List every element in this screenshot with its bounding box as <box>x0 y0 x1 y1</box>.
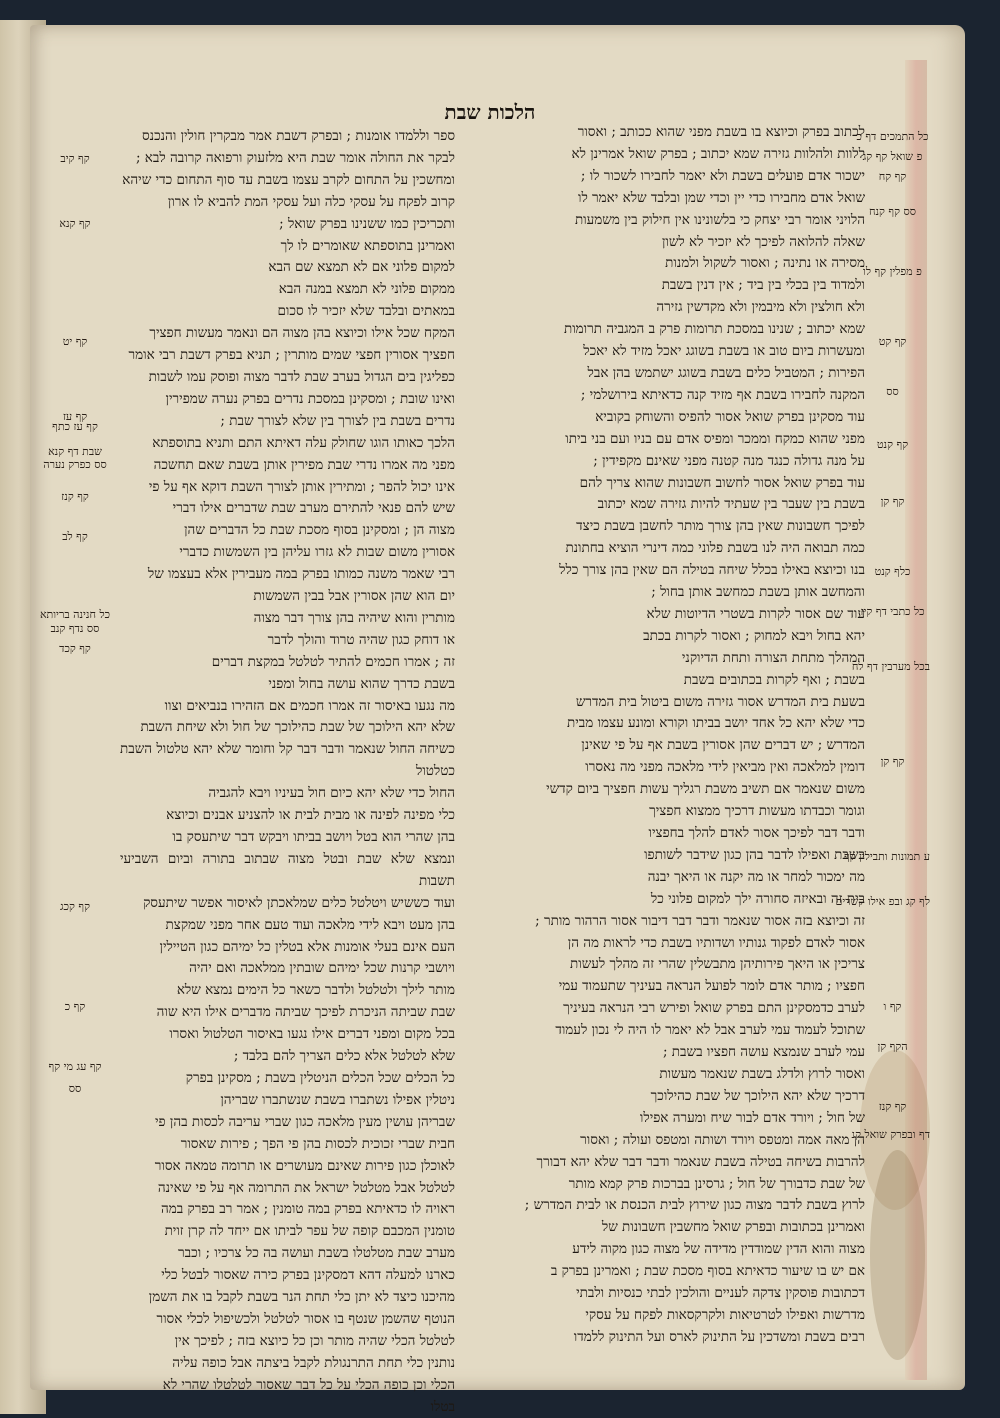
margin-reference: דף ובפרק שואל קנ <box>851 1128 930 1141</box>
text-line: בשעת בית המדרש אסור גזירה משום ביטול בית המדרש <box>575 693 865 710</box>
text-line: זה ; אמרו חכמים להתיר לטלטל במקצת דברים <box>211 653 455 670</box>
main-text-right-column <box>465 122 865 1349</box>
text-line: המקח שכל אילו וכיוצא בהן מצוה הם ונאמר מעשות חפציך <box>149 325 455 342</box>
text-line: המקנה לחבירו בשבת אף מזיד קנה כדאיתא בירושלמי ; <box>580 386 865 403</box>
text-line: ומעשרות ביום טוב או בשבת בשוגג יאכל מזיד לא יאכל <box>583 343 865 360</box>
text-line: דרכיך שלא יהא הילוכך של שבת כהילוכך <box>650 1087 865 1104</box>
text-line: שבת שביתה הניכרת לפיכך שביתה מדברים אילו היא שוה <box>156 1004 455 1021</box>
text-line: מסירה או נתינה ; ואסור לשקול ולמנות <box>665 255 865 272</box>
text-line: שואל אדם מחבירו כדי יין וכדי שמן ובלבד שלא יאמר לו <box>577 189 865 206</box>
margin-reference: קף עג מי קף <box>48 1060 102 1073</box>
margin-reference: פ שואל קף קג <box>862 150 923 163</box>
text-line: במאתים ובלבד שלא יזכיר לו סכום <box>277 303 455 320</box>
text-line: ללוות ולהלוות גזירה שמא יכתוב ; בפרק שואל אמרינן לא <box>571 145 865 162</box>
text-line: ודבר דבר לפיכך אסור לאדם להלך בחפציו <box>648 825 865 841</box>
text-line: לרוץ בשבת לדבר מצוה כגון שירוץ לבית הכנסת או לבית המדרש ; <box>524 1197 865 1214</box>
text-line: שלא לטלטל אלא כלים הצריך להם בלבד ; <box>233 1048 455 1065</box>
text-line: הלכך כאותו הוגו שחולק עלה דאיתא התם ותניא בתוספתא <box>152 434 455 451</box>
margin-reference: קף קנז <box>878 1100 907 1113</box>
text-line: מותר לילך ולטלטל ולדבר כשאר כל הימים נמצא שלא <box>176 982 455 999</box>
margin-reference: כל חנינה בריותא <box>39 608 111 621</box>
margin-reference: קף עז <box>62 410 88 423</box>
text-line: או דוחק כגון שהיה טרוד והולך לדבר <box>267 631 455 648</box>
text-line: כארנו למעלה דהא דמסקינן בפרק כירה שאסור לבטל כלי <box>161 1267 455 1284</box>
text-line: להרבות בשיחה בטילה בשבת שנאמר ודבר דבר שלא יהא דבורך <box>536 1153 865 1170</box>
text-line: כלי מפינה לפינה או מבית לבית או להצניע אבנים וכיוצא <box>166 807 455 824</box>
text-line: וגומר וכבדתו מעשות דרכיך ממצוא חפציך <box>649 803 865 820</box>
text-line: כל הכלים שכל הכלים הניטלין בשבת ; מסקינן בפרק <box>185 1069 455 1086</box>
text-line: המהלך מתחת הצורה ותחת הדיוקני <box>681 649 865 666</box>
text-line: מהיכנו כיצד לא יתן כלי תחת הנר בשבת לקבל בו את השמן <box>148 1289 455 1306</box>
text-line: של חול ; ויורד אדם לבור שיח ומערה אפילו <box>639 1109 865 1126</box>
text-line: דכתובות פוסקין צדקה לעניים והולכין לבתי כנסיות ולבתי <box>576 1285 865 1302</box>
text-line: ואסור לרוץ ולדלג בשבת שנאמר מעשות <box>659 1065 865 1082</box>
left-margin-references <box>30 0 120 1414</box>
margin-reference: שבת דף קנא <box>48 445 102 458</box>
text-line: משום שנאמר אם תשיב משבת רגליך עשות חפציך ביום קדשי <box>546 781 865 798</box>
text-line: הכלי וכן כופה הכלי על כל דבר שאסור לטלטלו שהרי לא <box>162 1376 455 1393</box>
text-line: לטלטל אבל מטלטל ישראל את התרומה אף על פי שאינה <box>157 1179 455 1196</box>
text-line: לפיכך חשבונות שאין בהן צורך מותר לחשבן בשבת כיצד <box>576 518 865 535</box>
text-line: יהא בחול ויבא למחוק ; ואסור לקרות בכתב <box>643 627 865 644</box>
text-line: בטלו <box>430 1398 455 1415</box>
margin-reference: קף קכד <box>59 642 91 655</box>
text-line: טומנין המכבם קופה של עפר לביתו אם ייחד לה קרן זוית <box>164 1223 455 1240</box>
text-line: ואינו שובת ; ומסקינן במסכת נדרים בפרק נערה שמפירין <box>165 390 455 407</box>
text-line: עוד שם אסור לקרות בשטרי הדיוטות שלא <box>646 605 865 622</box>
main-text-left-column <box>120 126 455 1418</box>
text-line: עוד מסקינן בפרק שואל אסור להפיס והשוחק בקוביא <box>595 408 865 425</box>
margin-reference: סס נדף קנב <box>50 622 100 635</box>
text-line: חפציך אסורין חפצי שמים מותרין ; תניא בפרק דשבת רבי אומר <box>128 347 455 364</box>
text-line: בהן שהרי הוא בטל ויושב בביתו ויבקש דבר שיתעסק בו <box>172 829 455 845</box>
margin-reference: קף ו <box>883 1000 902 1013</box>
text-line: כפליגין בים הגדול בערב שבת לדבר מצוה ופוסק עמו לשבות <box>148 368 455 385</box>
text-line: מערב שבת מטלטלו בשבת ועושה בה כל צרכיו ; וכבר <box>178 1245 455 1262</box>
margin-reference: קף קח <box>878 170 907 183</box>
text-line: שאלה להלואה לפיכך לא יזכיר לא לשון <box>661 233 865 250</box>
text-line: שמא יכתוב ; שנינו במסכת תרומות פרק ב המגביה תרומות <box>563 321 865 338</box>
text-line: מפני מה אמרו נדרי שבת מפירין אותן בשבת שאם תחשכה <box>153 456 455 473</box>
margin-reference: קף יט <box>62 335 88 348</box>
text-line: ומחשכין על התחום לקרב עצמו בשבת עד סוף התחום כדי שיהא <box>122 171 455 188</box>
text-line: העם אינם בעלי אומנות אלא בטלין כל ימיהם כגון הטיילין <box>159 938 455 955</box>
text-line: מפני שהוא כמקח וממכר ומפיס אדם עם בניו ועם בני ביתו <box>565 430 865 447</box>
text-line: ישכור אדם פועלים בשבת ולא יאמר לחבירו לשכור לו ; <box>580 167 865 184</box>
text-line: נדרים בשבת בין לצורך בין שלא לצורך שבת ; <box>220 412 455 429</box>
margin-reference: קף קן <box>880 755 905 768</box>
text-line: ואמרינן בכתובות ובפרק שואל מחשבין חשבונות של <box>601 1219 865 1236</box>
text-line: מדרשות ואפילו לטרטיאות ולקרקסאות לפקח על עסקי <box>585 1306 865 1323</box>
text-line: בית זה ובאיזה סחורה ילך למקום פלוני כל <box>650 890 865 907</box>
text-line: קרוב לפקח על עסקי כלה ועל עסקי המת להביא לו ארון <box>167 193 455 210</box>
text-line: שתוכל לעמוד עמי לערב אבל לא יאמר לו היה לי נכון לעמוד <box>555 1022 865 1039</box>
text-line: מותרין והוא שיהיה בהן צורך דבר מצוה <box>253 609 455 626</box>
margin-reference: קף לב <box>62 530 88 543</box>
margin-reference: סס <box>68 1082 82 1095</box>
text-line: ויושבי קרנות שכל ימיהם שובתין ממלאכה ואם יהיה <box>189 960 455 977</box>
text-line: כמה תבואה היה לנו בשבת פלוני כמה דינרי הוציא בחתונת <box>565 540 865 557</box>
text-line: כדי שלא יהא כל אחד יושב בביתו וקורא ומונע עצמו מבית <box>567 715 865 732</box>
text-line: ספר וללמדו אומנות ; ובפרק דשבת אמר מבקרין חולין והנכנס <box>142 128 455 144</box>
margin-reference: קף קט <box>878 335 907 348</box>
text-line: והמחשב אותן בשבת כמחשב אותן בחול ; <box>651 584 865 601</box>
text-line: מצוה והוא הדין שמודדין מדידה של מצוה כגון מקוה לידע <box>572 1241 865 1258</box>
text-line: לבקר את החולה אומר שבת היא מלזעוק ורפואה קרובה לבא ; <box>135 149 455 166</box>
margin-reference: הקף קן <box>877 1040 908 1053</box>
margin-reference: קף קן <box>880 495 905 508</box>
margin-reference: כל התמכים דף כ <box>856 130 929 143</box>
margin-reference: כל כתבי דף קיז <box>860 605 925 618</box>
text-line: אסורין משום שבות לא גזרו עליהן בין השמשות כדברי <box>179 544 455 561</box>
margin-reference: לף קג ובפ אילו קשרים <box>835 895 930 908</box>
text-line: דומין למלאכה ואין מביאין לידי מלאכה מפני מה נאסרו <box>585 759 865 776</box>
margin-reference: קף קנז <box>61 490 89 503</box>
text-line: מה ימכור למחר או מה יקנה או היאך יבנה <box>647 868 865 885</box>
text-line: על מנה גדולה כנגד מנה קטנה מפני שאינם מקפידין ; <box>593 452 865 469</box>
text-line: בנו וכיוצא באילו בכלל שיחה בטילה הם שאין בהן צורך כלל <box>559 562 865 579</box>
text-line: בשבת ואפילו לדבר בהן כגון שידבר לשותפו <box>644 846 865 863</box>
text-line: הפירות ; המטביל כלים בשבת בשוגג ישתמש בהן אבל <box>587 364 865 381</box>
margin-reference: בכל מערבין דף לח <box>851 660 930 673</box>
text-line: בשבת בין שעבר בין שעתיד להיות גזירה שמא יכתוב <box>597 496 865 513</box>
text-line: מצוה הן ; ומסקינן בסוף מסכת שבת כל הדברים שהן <box>184 522 455 539</box>
margin-reference: קף עז כתף <box>52 420 98 433</box>
text-line: כשיחה החול שנאמר ודבר דבר קל וחומר שלא יהא טלטול השבת כטלטול <box>120 741 455 780</box>
text-line: חבית שברי זכוכית לכסות בהן פי הפך ; פירות שאסור <box>180 1135 455 1152</box>
text-line: למקום פלוני אם לא תמצא שם הבא <box>268 259 455 276</box>
text-line: ועוד כששיש ויטלטל כלים שמלאכתן לאיסור אפשר שיתעסק <box>143 894 455 911</box>
margin-reference: קף כ <box>64 1000 86 1013</box>
text-line: עמי לערב שנמצא עושה חפציו בשבת ; <box>662 1044 865 1061</box>
text-line: הן מאה אמה ומטפס ויורד ושותה ומטפס ועולה ; ואסור <box>580 1131 865 1148</box>
text-line: עוד בפרק שואל אסור לחשוב חשבונות שהוא צריך להם <box>579 474 865 491</box>
text-line: אסור לאדם לפקוד גנותיו ושדותיו בשבת כדי לראות מה הן <box>567 934 865 951</box>
text-line: ונמצא שלא שבת ובטל מצוה שבתוב בתורה וביום השביעי תשבות <box>120 850 455 889</box>
text-line: הנוטף שהשמן שנטף בו אסור לטלטל ולכשיפול לכלי אסור <box>156 1310 455 1327</box>
margin-reference: פ מפלין קף לו <box>863 265 922 278</box>
text-line: ואמרינן בתוספתא שאומרים לו לך <box>280 237 455 254</box>
text-line: לכתוב בפרק וכיוצא בו בשבת מפני שהוא ככותב ; ואסור <box>577 124 865 140</box>
page-header: הלכות שבת <box>444 100 536 124</box>
margin-reference: קף קנט <box>876 438 909 451</box>
text-line: נותנין כלי תחת התרנגולת לקבל ביצתה אבל כופה עליה <box>172 1354 455 1371</box>
text-line: צריכין או היאך פירותיהן מתבשלין שהרי זה מהלך לעשות <box>570 956 865 973</box>
text-line: ולמדוד בין בכלי בין ביד ; אין דנין בשבת <box>661 277 865 294</box>
margin-reference: קף קכג <box>60 900 90 913</box>
text-line: בכל מקום ומפני דברים אילו נגעו באיסור הטלטול ואסרו <box>169 1026 455 1043</box>
margin-reference: ע תמונות ותבילין קף <box>844 850 930 863</box>
text-line: לערב כדמסקינן התם בפרק שואל ופירש רבי הנראה בעיניך <box>563 1000 865 1017</box>
text-line: יום הוא שהן אסורין אבל בבין השמשות <box>253 588 455 605</box>
text-line: שיש להם פנאי להתירם מערב שבת שדברים אילו דברי <box>172 500 455 517</box>
text-line: בשבת ; ואף לקרות בכתובים בשבת <box>683 671 865 688</box>
right-margin-references <box>835 0 930 1414</box>
text-line: הלויני אומר רבי יצחק כי בלשונינו אין חילוק בין משמעות <box>574 211 865 228</box>
text-line: רבים בשבת ומשדכין על התינוק לארס ועל התינוק ללמדו <box>573 1328 865 1345</box>
text-line: ולא חולצין ולא מיבמין ולא מקדשין גזירה <box>656 299 865 316</box>
text-line: ותכריכין כמו ששנינו בפרק שואל ; <box>279 215 455 232</box>
text-line: חפציו ; מותר אדם לומר לפועל הנראה בעיניך שתעמוד עמי <box>558 978 865 995</box>
text-line: המדרש ; יש דברים שהן אסורין בשבת אף על פי שאינן <box>581 737 865 754</box>
text-line: ממקום פלוני לא תמצא במנה הבא <box>278 281 455 298</box>
text-line: זה וכיוצא בזה אסור שנאמר ודבר דבר דיבור אסור הרהור מותר ; <box>535 912 865 929</box>
margin-reference: סס כפרק נערה <box>43 458 107 471</box>
text-line: לטלטל הכלי שהיה מותר וכן כל כיוצא בזה ; לפיכך אין <box>174 1332 455 1349</box>
text-line: שבריהן עושין מעין מלאכה כגון שברי עריבה לכסות בהן פי <box>155 1113 455 1130</box>
text-line: בשבת כדרך שהוא עושה בחול ומפני <box>268 675 455 692</box>
text-line: ראויה לו כדאיתא בפרק במה טומנין ; אמר רב בפרק במה <box>160 1201 455 1218</box>
text-line: בהן מעט ויבא לידי מלאכה ועוד טעם אחר מפני שמקצת <box>165 916 455 933</box>
text-line: מה נגעו באיסור זה אמרו חכמים אם הזהירו בנביאים וצוו <box>164 697 455 714</box>
text-line: רבי שאמר משנה כמותו בפרק במה מעבירין אלא בעצמו של <box>147 566 455 583</box>
text-line: ניטלין אפילו נשתברו בשבת שנשתברו שבריהן <box>220 1091 455 1108</box>
margin-reference: סס <box>886 385 899 398</box>
margin-reference: כלף קנט <box>874 565 911 578</box>
text-line: החול כדי שלא יהא כיום חול בעיניו ויבא להגביה <box>208 785 455 802</box>
margin-reference: קף קיב <box>60 152 90 165</box>
text-line: שלא יהא הילוכך של שבת כהילוכך של חול ולא שיחת השבת <box>140 719 455 736</box>
margin-reference: קף קנא <box>59 217 91 230</box>
text-line: אם יש בו שיעור כדאיתא בסוף מסכת שבת ; ואמרינן בפרק ב <box>550 1263 865 1280</box>
margin-reference: סס קף קנח <box>868 205 917 218</box>
text-line: לאוכלן כגון פירות שאינם מעושרים או תרומה טמאה אסור <box>154 1157 455 1174</box>
text-line: אינו יכול להפר ; ומתירין אותן לצורך השבת דוקא אף על פי <box>148 478 455 495</box>
text-line: של שבת כדבורך של חול ; גרסינן בברכות פרק קמא מותר <box>568 1175 865 1192</box>
